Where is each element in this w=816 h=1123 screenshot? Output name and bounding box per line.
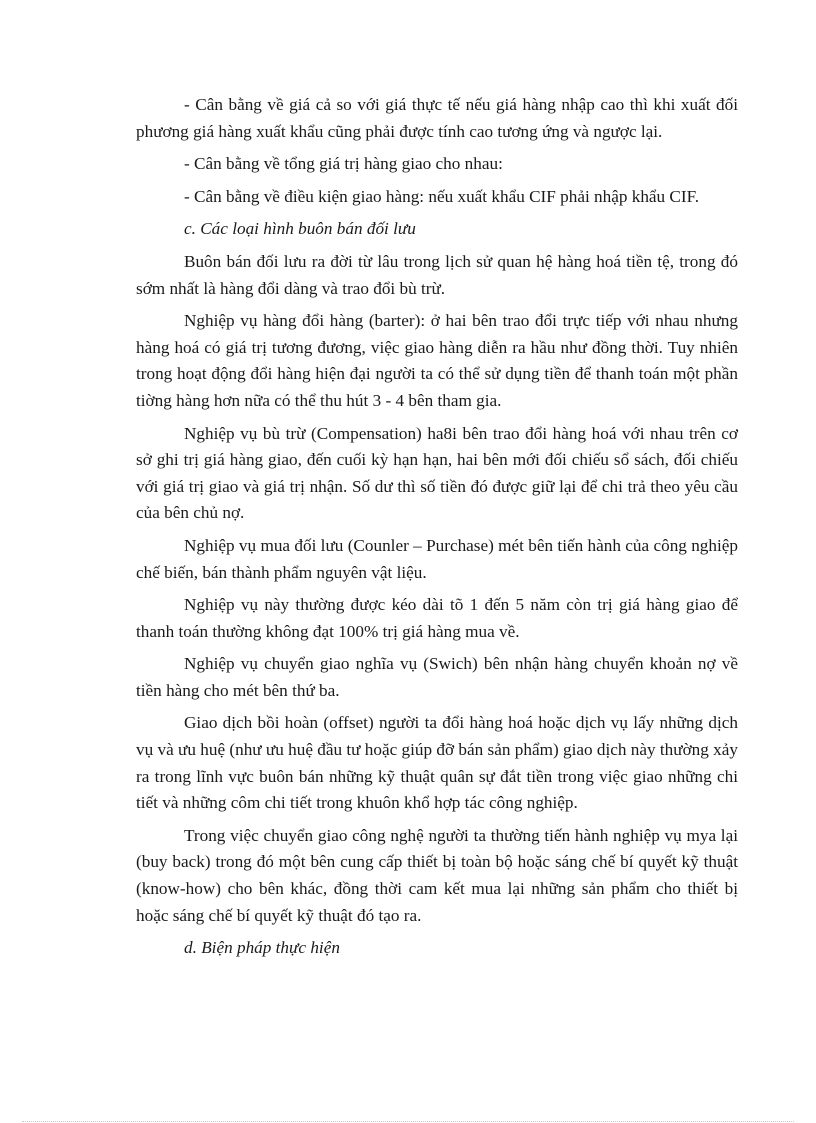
page-bottom-divider: [22, 1121, 794, 1122]
paragraph-buy-back: Trong việc chuyển giao công nghệ người ta thường tiến hành nghiệp vụ mya lại (buy back) trong đó một bên cung cấp thiết bị toàn bộ hoặc sáng chế bí quyết kỹ thuật (know-how) cho bên khác, đồng thời cam kết mua lại những sản phẩm cho thiết bị hoặc sáng chế bí quyết kỹ thuật đó tạo ra.: [136, 825, 738, 925]
paragraph-duration: Nghiệp vụ này thường được kéo dài tõ 1 đến 5 năm còn trị giá hàng giao để thanh toán thường không đạt 100% trị giá hàng mua về.: [136, 595, 738, 641]
paragraph-delivery-balance: - Cân bằng về điều kiện giao hàng: nếu xuất khẩu CIF phải nhập khẩu CIF.: [184, 186, 700, 206]
section-heading-d: d. Biện pháp thực hiện: [184, 938, 340, 958]
paragraph-counter-trade-history: Buôn bán đối lưu ra đời từ lâu trong lịch sử quan hệ hàng hoá tiền tệ, trong đó sớm nhất là hàng đổi dàng và trao đổi bù trừ.: [136, 251, 738, 298]
paragraph-counter-purchase: Nghiệp vụ mua đối lưu (Counler – Purchase) mét bên tiến hành của công nghiệp chế biến, bán thành phẩm nguyên vật liệu.: [136, 535, 738, 582]
paragraph-offset: Giao dịch bồi hoàn (offset) người ta đổi hàng hoá hoặc dịch vụ lấy những dịch vụ và ưu huệ (như ưu huệ đầu tư hoặc giúp đỡ bán sản phẩm) giao dịch này thường xảy ra trong lĩnh vực buôn bán những kỹ thuật quân sự đắt tiền trong việc giao những chi tiết và những côm chi tiết trong khuôn khổ hợp tác công nghiệp.: [136, 713, 738, 813]
paragraph-price-balance: - Cân bằng về giá cả so với giá thực tế nếu giá hàng nhập cao thì khi xuất đối phương giá hàng xuất khẩu cũng phải được tính cao tương ứng và ngược lại.: [136, 95, 738, 141]
paragraph-switch: Nghiệp vụ chuyển giao nghĩa vụ (Swich) bên nhận hàng chuyển khoản nợ về tiền hàng cho mét bên thứ ba.: [136, 654, 738, 700]
paragraph-compensation: Nghiệp vụ bù trừ (Compensation) ha8i bên trao đổi hàng hoá với nhau trên cơ sở ghi trị giá hàng giao, đến cuối kỳ hạn hạn, hai bên mới đối chiếu sổ sách, đối chiếu với giá trị giao và giá trị nhận. Số dư thì số tiền đó được giữ lại để chi trả theo yêu cầu của bên chủ nợ.: [136, 423, 738, 523]
section-heading-c: c. Các loại hình buôn bán đối lưu: [184, 219, 416, 239]
paragraph-barter: Nghiệp vụ hàng đổi hàng (barter): ở hai bên trao đổi trực tiếp với nhau nhưng hàng hoá có giá trị tương đương, việc giao hàng diễn ra hầu như đồng thời. Tuy nhiên trong hoạt động đổi hàng hiện đại người ta có thể sử dụng tiền để thanh toán một phần tiờng hàng hơn nữa có thể thu hút 3 - 4 bên tham gia.: [136, 311, 738, 410]
paragraph-total-value-balance: - Cân bằng về tổng giá trị hàng giao cho nhau:: [184, 154, 503, 174]
document-body: [136, 92, 738, 968]
